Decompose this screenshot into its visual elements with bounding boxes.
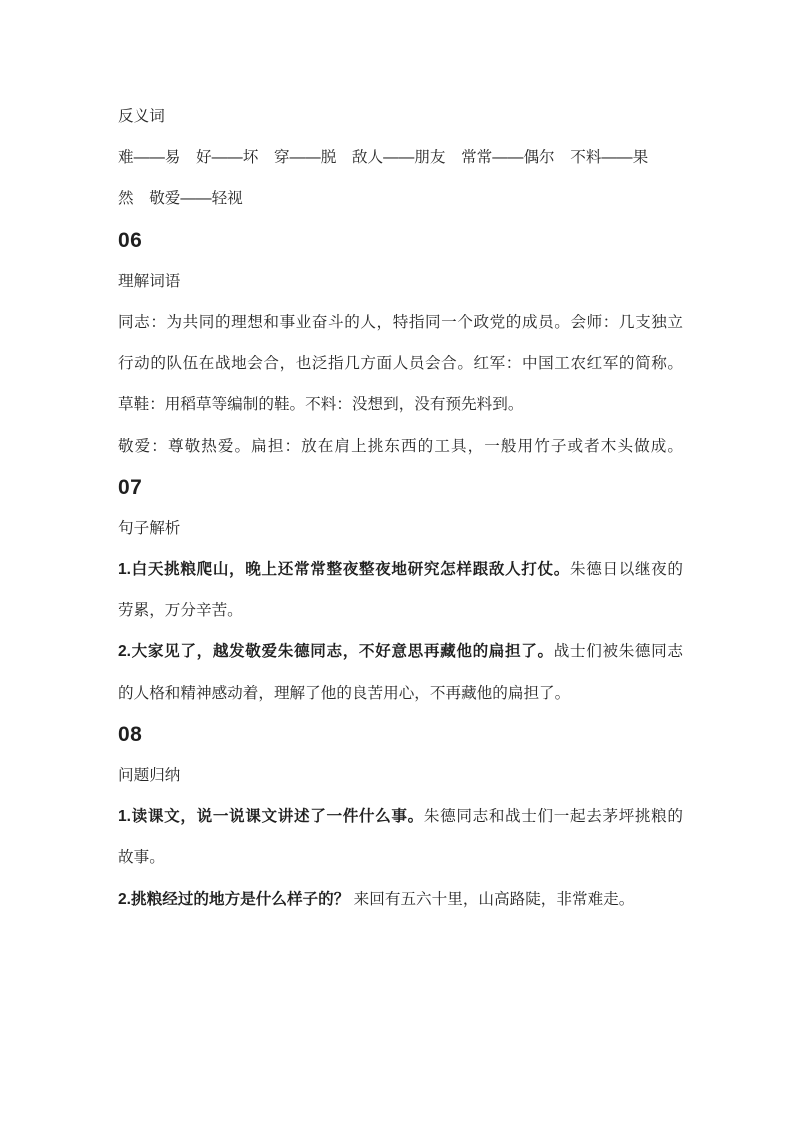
text-run: 故事。 [118,849,165,867]
sentence-analysis-2-line-2 [118,673,683,714]
document-content [118,96,683,920]
text-run-bold: 2.大家见了，越发敬爱朱德同志，不好意思再藏他的扁担了。 [118,643,554,661]
section-number-07 [118,467,683,508]
text-run: 同志：为共同的理想和事业奋斗的人，特指同一个政党的成员。会师：几支独立 [118,313,683,331]
sentence-analysis-2-line-1 [118,631,683,672]
text-run: 草鞋：用稻草等编制的鞋。不料：没想到，没有预先料到。 [118,396,524,414]
text-run: 朱德日以继夜的 [569,561,683,579]
section-number-08 [118,714,683,755]
sentence-analysis-1-line-2 [118,590,683,631]
word-definitions-line-2 [118,343,683,384]
sentence-analysis-1-line-1 [118,549,683,590]
section-title-antonyms [118,96,683,137]
text-run: 的人格和精神感动着，理解了他的良苦用心，不再藏他的扁担了。 [118,684,571,702]
question-2-line [118,879,683,920]
text-run-bold: 1.白天挑粮爬山，晚上还常常整夜整夜地研究怎样跟敌人打仗。 [118,561,570,579]
section-number-06 [118,220,683,261]
section-title-word-comprehension [118,261,683,302]
text-run: 敬爱：尊敬热爱。扁担：放在肩上挑东西的工具，一般用竹子或者木头做成。 [118,437,683,455]
text-run: 朱德同志和战士们一起去茅坪挑粮的 [423,808,683,826]
text-run: 然 敬爱——轻视 [118,190,243,208]
text-run: 句子解析 [118,519,181,537]
section-title-question-summary [118,755,683,796]
word-definitions-line-3 [118,384,683,425]
text-run: 来回有五六十里，山高路陡，非常难走。 [349,890,635,908]
text-run: 战士们被朱德同志 [553,643,683,661]
text-run: 理解词语 [118,272,181,290]
word-definitions-line-4 [118,426,683,467]
text-run-bold: 2.挑粮经过的地方是什么样子的？ [118,890,350,908]
question-1-line-2 [118,837,683,878]
antonym-pairs-line-1 [118,137,683,178]
section-title-sentence-analysis [118,508,683,549]
text-run: 反义词 [118,108,165,125]
word-definitions-line-1 [118,302,683,343]
text-run-bold: 1.读课文，说一说课文讲述了一件什么事。 [118,808,424,826]
text-run: 问题归纳 [118,767,181,784]
antonym-pairs-line-2 [118,178,683,219]
text-run: 难——易 好——坏 穿——脱 敌人——朋友 常常——偶尔 不料——果 [118,149,649,167]
text-run: 行动的队伍在战地会合，也泛指几方面人员会合。红军：中国工农红军的简称。 [118,355,683,373]
text-run-bold: 08 [118,722,143,746]
text-run-bold: 06 [118,228,143,252]
text-run: 劳累，万分辛苦。 [118,602,243,620]
question-1-line-1 [118,796,683,837]
text-run-bold: 07 [118,475,143,499]
